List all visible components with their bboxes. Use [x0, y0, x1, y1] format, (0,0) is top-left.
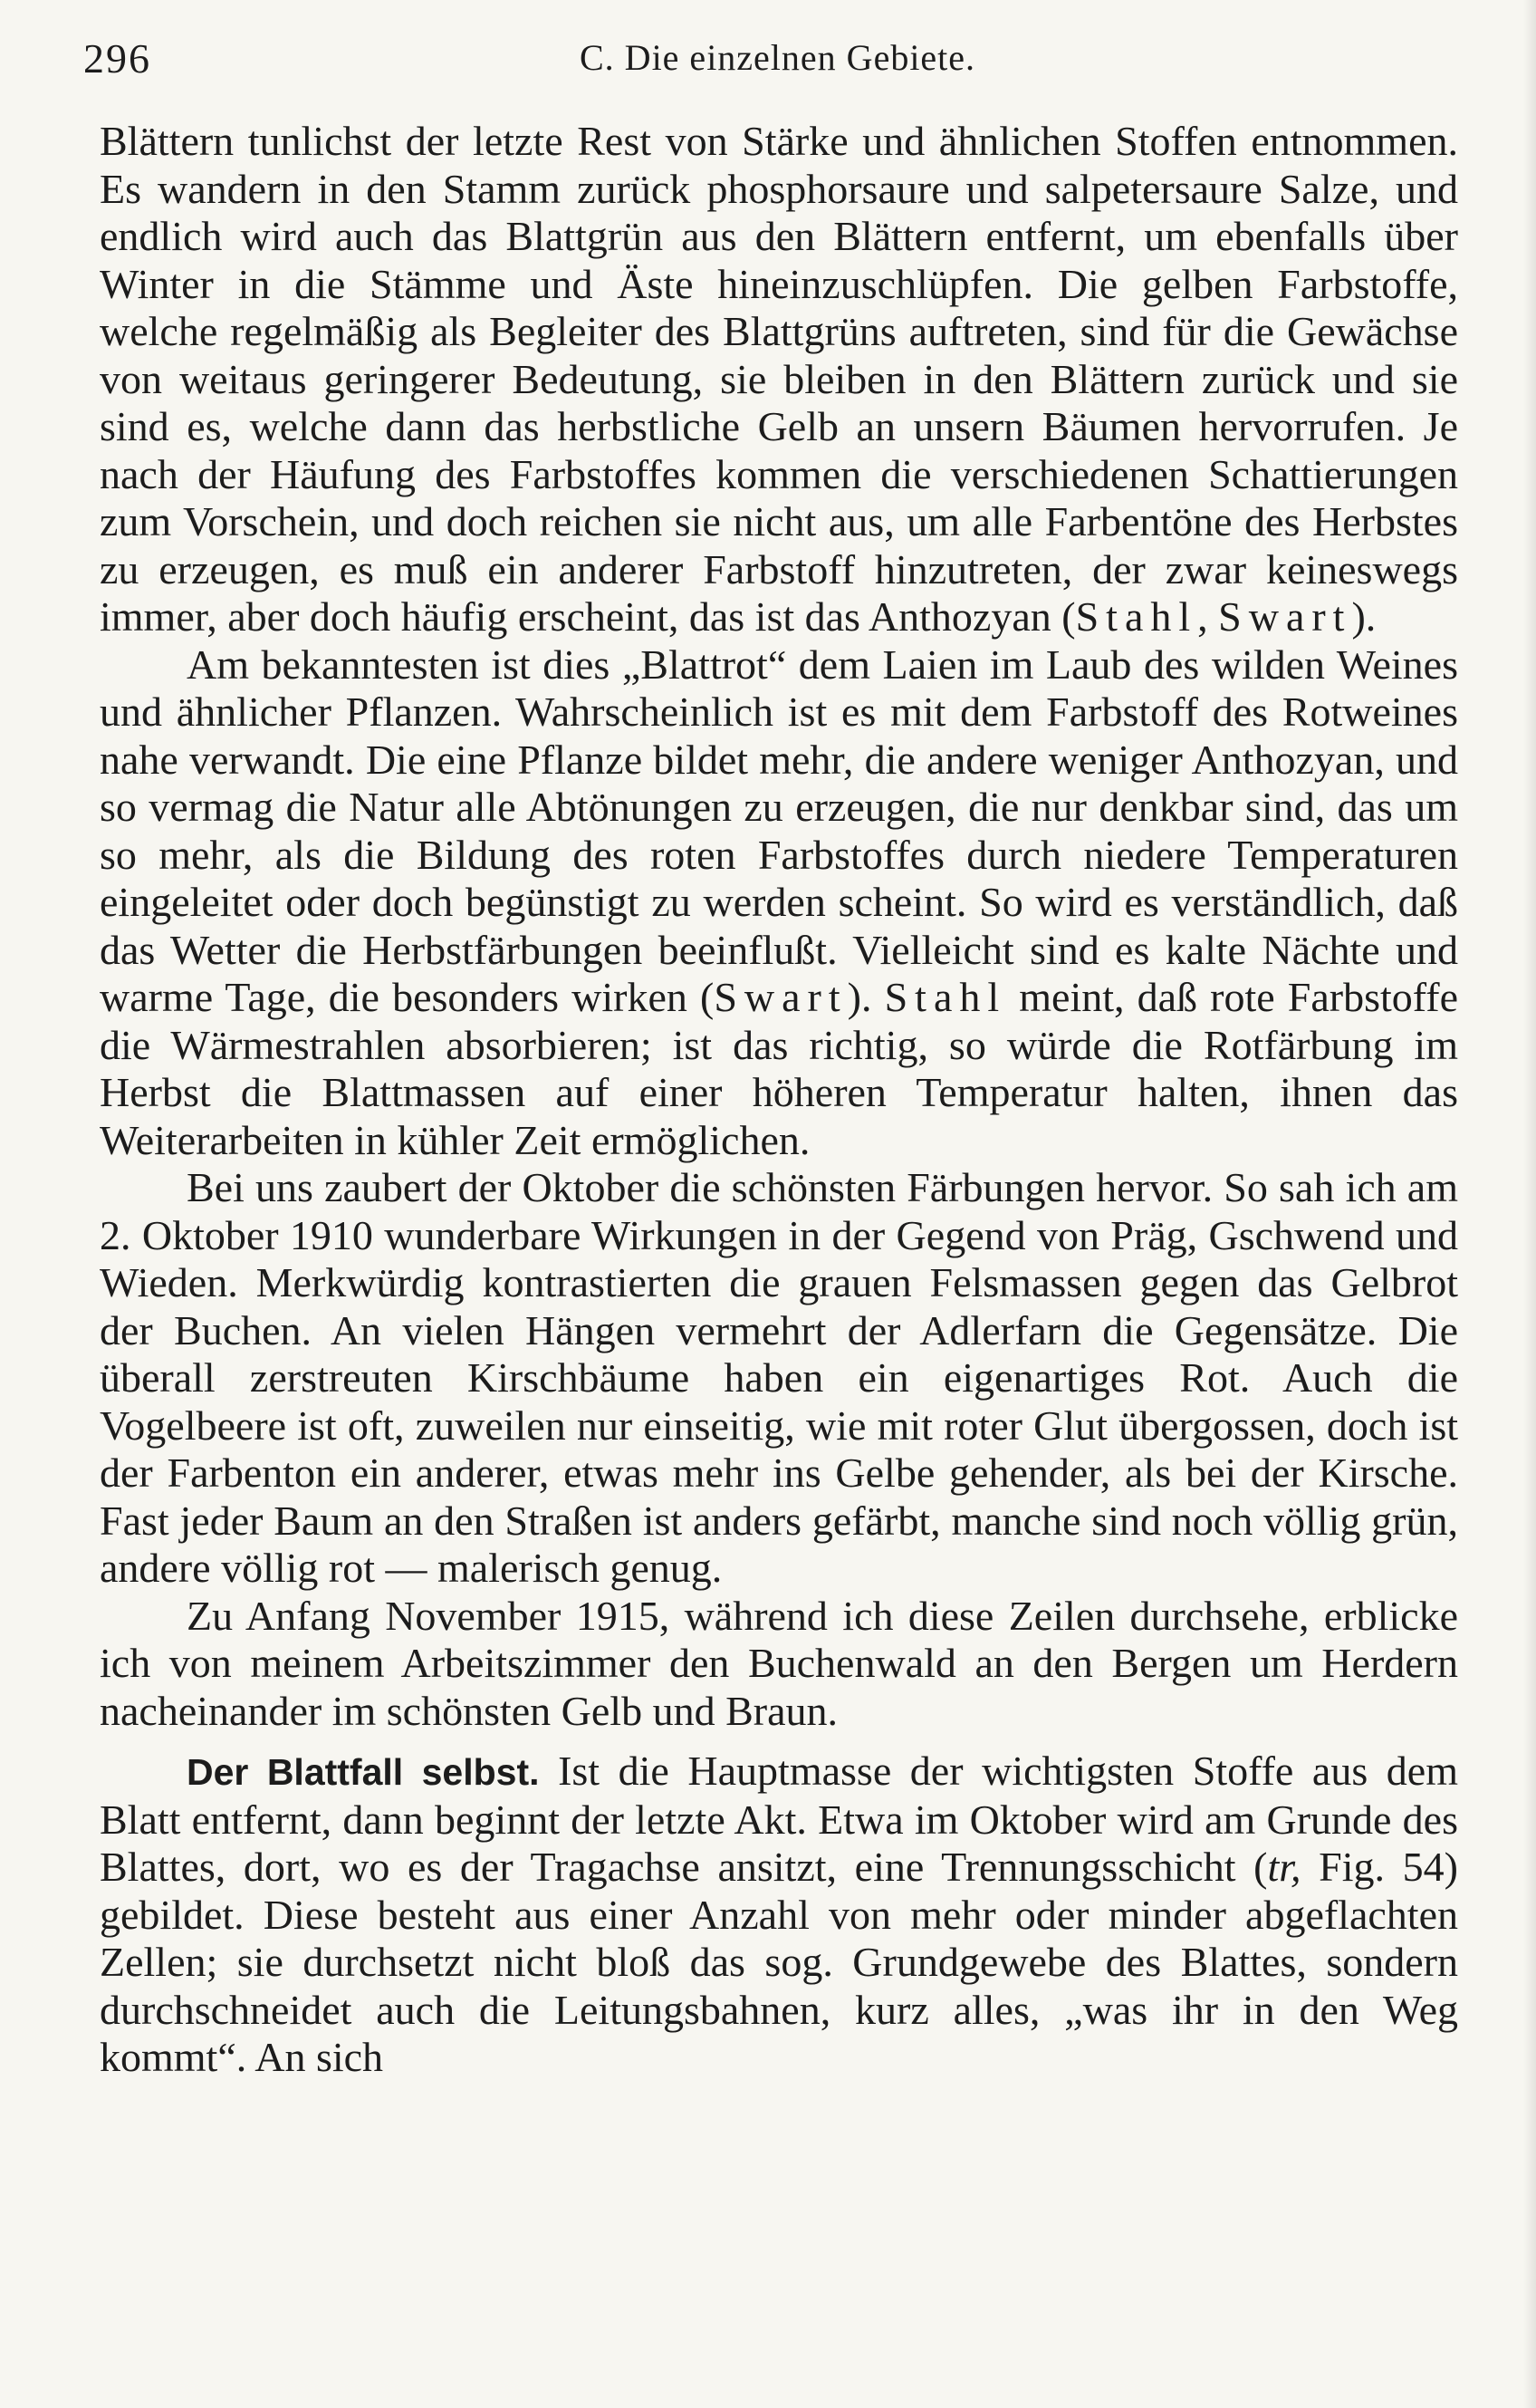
paragraph-text: Ist die Hauptmasse der wichtigsten Stoffe aus dem Blatt entfernt, dann beginnt der letzte Akt. Etwa im Oktober wird am Grunde des Blattes, dort, wo es der Tragachse ansitzt, eine Trennungsschicht (: [100, 1748, 1458, 1890]
body-text: [100, 118, 1458, 2082]
page-number: 296: [83, 35, 151, 82]
paragraph-text: Fig. 54) gebildet. Diese besteht aus einer Anzahl von mehr oder minder abgeflachten Zellen; sie durchsetzt nicht bloß das sog. Grundgewebe des Blattes, sondern durchschneidet auch die Leitungsbahnen, kurz alles, „was ihr in den Weg kommt“. An sich: [100, 1844, 1458, 2080]
paragraph-text: ,: [1197, 593, 1219, 640]
paragraph-text: ).: [1351, 593, 1377, 640]
paragraph-text: Zu Anfang November 1915, während ich diese Zeilen durchsehe, erblicke ich von meinem Arbeitszimmer den Buchenwald an den Bergen um Herdern nacheinander im schönsten Gelb und Braun.: [100, 1592, 1458, 1734]
figure-label: tr,: [1267, 1844, 1301, 1890]
section-heading: Der Blattfall selbst.: [187, 1751, 540, 1793]
page-header: [0, 34, 1536, 89]
author-name: Swart: [714, 974, 848, 1020]
running-head: C. Die einzelnen Gebiete.: [580, 37, 976, 78]
paragraph-3: [100, 1164, 1458, 1593]
author-name: Swart: [1218, 593, 1352, 640]
author-name: Stahl: [1075, 593, 1198, 640]
page-edge-shadow: [1523, 0, 1536, 2408]
paragraph-1: [100, 118, 1458, 641]
author-name: Stahl: [884, 974, 1007, 1020]
paragraph-text: ).: [847, 974, 885, 1020]
paragraph-text: Blättern tunlichst der letzte Rest von Stärke und ähnlichen Stoffen entnommen. Es wandern in den Stamm zurück phosphorsaure und salpetersaure Salze, und endlich wird auch das Blattgrün aus den Blättern entfernt, um ebenfalls über Winter in die Stämme und Äste hineinzuschlüpfen. Die gelben Farbstoffe, welche regelmäßig als Begleiter des Blattgrüns auftreten, sind für die Gewächse von weitaus geringerer Bedeutung, sie bleiben in den Blättern zurück und sie sind es, welche dann das herbstliche Gelb an unsern Bäumen hervorrufen. Je nach der Häufung des Farbstoffes kommen die verschiedenen Schattierungen zum Vorschein, und doch reichen sie nicht aus, um alle Farbentöne des Herbstes zu erzeugen, es muß ein anderer Farbstoff hinzutreten, der zwar keineswegs immer, aber doch häufig erscheint, das ist das Anthozyan (: [100, 118, 1458, 640]
paragraph-2: [100, 641, 1458, 1165]
paragraph-text: Bei uns zaubert der Oktober die schönsten Färbungen hervor. So sah ich am 2. Oktober 1910 wunderbare Wirkungen in der Gegend von Präg, Gschwend und Wieden. Merkwürdig kontrastierten die grauen Felsmassen gegen das Gelbrot der Buchen. An vielen Hängen vermehrt der Adlerfarn die Gegensätze. Die überall zerstreuten Kirschbäume haben ein eigenartiges Rot. Auch die Vogelbeere ist oft, zuweilen nur einseitig, wie mit roter Glut übergossen, doch ist der Farbenton ein anderer, etwas mehr ins Gelbe gehender, als bei der Kirsche. Fast jeder Baum an den Straßen ist anders gefärbt, manche sind noch völlig grün, andere völlig rot — malerisch genug.: [100, 1164, 1458, 1591]
paragraph-4: [100, 1593, 1458, 1736]
paragraph-text: Am bekanntesten ist dies „Blattrot“ dem Laien im Laub des wilden Weines und ähnlicher Pflanzen. Wahrscheinlich ist es mit dem Farbstoff des Rotweines nahe verwandt. Die eine Pflanze bildet mehr, die andere weniger Anthozyan, und so vermag die Natur alle Abtönungen zu erzeugen, die nur denkbar sind, das um so mehr, als die Bildung des roten Farbstoffes durch niedere Temperaturen eingeleitet oder doch begünstigt zu werden scheint. So wird es verständlich, daß das Wetter die Herbstfärbungen beeinflußt. Vielleicht sind es kalte Nächte und warme Tage, die besonders wirken (: [100, 641, 1458, 1020]
paragraph-5: [100, 1748, 1458, 2082]
paragraph-text: meint, daß rote Farbstoffe die Wärmestrahlen absorbieren; ist das richtig, so würde die Rotfärbung im Herbst die Blattmassen auf einer höheren Temperatur halten, ihnen das Weiterarbeiten in kühler Zeit ermöglichen.: [100, 974, 1458, 1163]
